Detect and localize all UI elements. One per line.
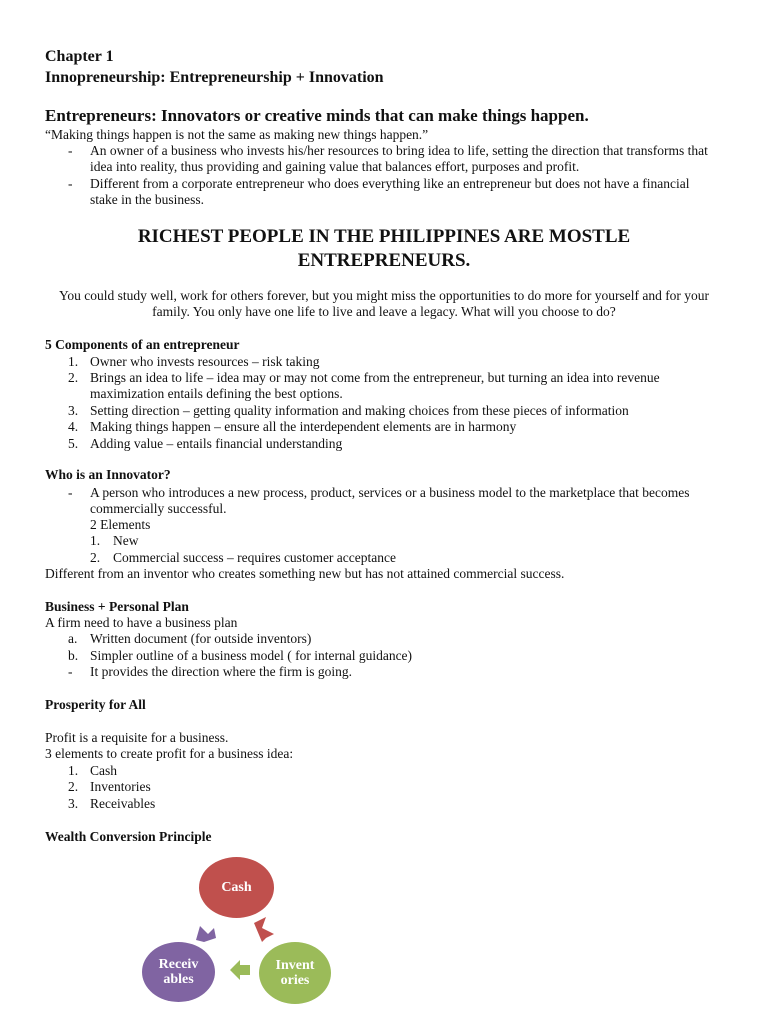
richest-paragraph-line1: You could study well, work for others forever, but you might miss the opportunities to do more for yourself and for your [58, 288, 710, 303]
list-text: Inventories [90, 779, 151, 794]
richest-title-line2: ENTREPRENEURS. [297, 250, 471, 271]
list-marker: a. [68, 631, 78, 646]
innovator-closing: Different from an inventor who creates something new but has not attained commercial success. [45, 566, 565, 581]
list-marker: - [68, 664, 73, 679]
plan-intro: A firm need to have a business plan [45, 615, 238, 630]
arrow-receivables-to-cash-icon [196, 926, 216, 942]
list-number: 3. [68, 403, 79, 418]
elements-label: 2 Elements [90, 517, 151, 532]
bullet-line: idea into reality, thus providing and gaining value that balances effort, purposes and profit. [90, 159, 580, 174]
receivables-label [159, 957, 199, 987]
list-number: 2. [68, 370, 79, 385]
list-text: Receivables [90, 796, 156, 811]
prosperity-line: Profit is a requisite for a business. [45, 730, 229, 745]
list-text: Setting direction – getting quality information and making choices from these pieces of information [90, 403, 629, 418]
receivables-label-line2: ables [163, 972, 194, 987]
bullet-marker: - [68, 143, 73, 158]
list-number: 3. [68, 796, 79, 811]
wealth-heading: Wealth Conversion Principle [45, 829, 212, 844]
list-number: 2. [90, 550, 101, 565]
list-text: Commercial success – requires customer acceptance [113, 550, 396, 565]
list-number: 1. [68, 763, 79, 778]
list-marker: b. [68, 648, 79, 663]
prosperity-heading: Prosperity for All [45, 697, 146, 712]
list-text: Making things happen – ensure all the interdependent elements are in harmony [90, 419, 517, 434]
list-text: Owner who invests resources – risk taking [90, 354, 320, 369]
innovator-definition: commercially successful. [90, 501, 227, 516]
list-text: Written document (for outside inventors) [90, 631, 312, 646]
innovator-heading: Who is an Innovator? [45, 467, 171, 482]
plan-heading: Business + Personal Plan [45, 599, 189, 614]
list-text: Simpler outline of a business model ( for internal guidance) [90, 648, 413, 663]
bullet-marker: - [68, 176, 73, 191]
cash-label: Cash [221, 880, 252, 895]
inventories-label-line1: Invent [275, 958, 315, 973]
inventories-label-line2: ories [280, 973, 310, 988]
list-number: 1. [68, 354, 79, 369]
list-number: 1. [90, 533, 101, 548]
bullet-line: stake in the business. [90, 192, 204, 207]
chapter-label: Chapter 1 [45, 48, 114, 65]
bullet-marker: - [68, 485, 73, 500]
arrow-inventories-to-receivables-icon [230, 960, 250, 980]
list-text: Brings an idea to life – idea may or may not come from the entrepreneur, but turning an idea into revenue [90, 370, 660, 385]
innovator-definition: A person who introduces a new process, product, services or a business model to the marketplace that becomes [90, 485, 690, 500]
chapter-subtitle: Innopreneurship: Entrepreneurship + Innovation [45, 69, 384, 86]
inventories-node [259, 942, 331, 1004]
cash-node [199, 857, 274, 918]
inventories-label [276, 958, 315, 988]
components-heading: 5 Components of an entrepreneur [45, 337, 240, 352]
list-number: 2. [68, 779, 79, 794]
bullet-line: An owner of a business who invests his/her resources to bring idea to life, setting the direction that transforms that [90, 143, 708, 158]
entrepreneurs-quote: “Making things happen is not the same as making new things happen.” [45, 127, 429, 142]
bullet-line: Different from a corporate entrepreneur who does everything like an entrepreneur but does not have a financial [90, 176, 690, 191]
receivables-label-line1: Receiv [158, 957, 199, 972]
arrow-cash-to-inventories-icon [254, 917, 274, 942]
prosperity-line: 3 elements to create profit for a business idea: [45, 746, 294, 761]
list-text: It provides the direction where the firm is going. [90, 664, 353, 679]
list-number: 5. [68, 436, 79, 451]
entrepreneurs-heading: Entrepreneurs: Innovators or creative minds that can make things happen. [45, 106, 589, 125]
receivables-node [142, 942, 215, 1002]
list-number: 4. [68, 419, 79, 434]
list-text: Cash [90, 763, 117, 778]
list-text: New [113, 533, 139, 548]
list-text: maximization entails defining the best options. [90, 386, 343, 401]
richest-paragraph-line2: family. You only have one life to live and leave a legacy. What will you choose to do? [152, 304, 616, 319]
list-text: Adding value – entails financial understanding [90, 436, 343, 451]
richest-title-line1: RICHEST PEOPLE IN THE PHILIPPINES ARE MOSTLE [137, 226, 631, 247]
